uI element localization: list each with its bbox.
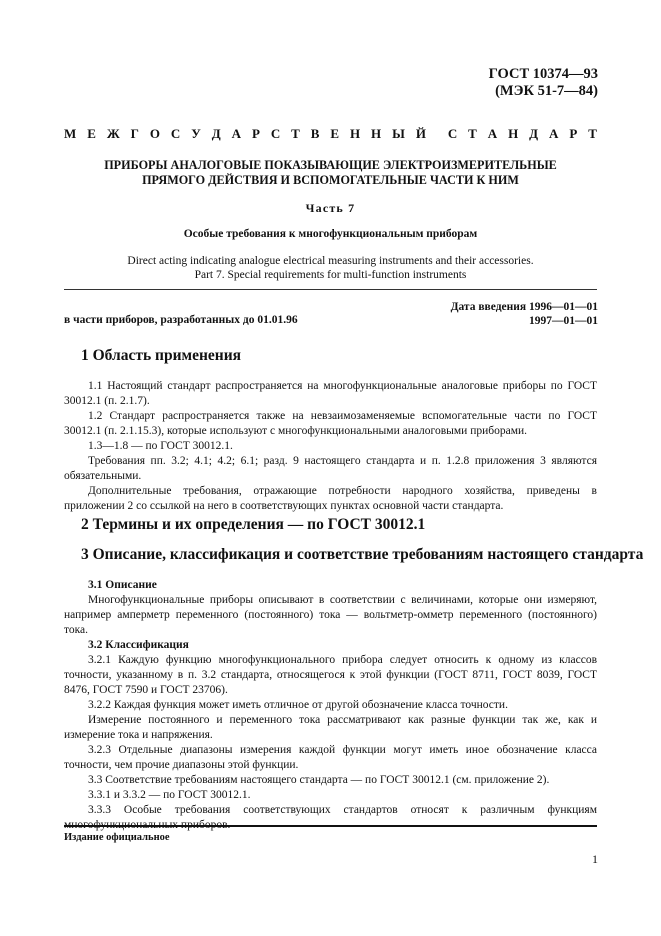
effective-date-second: 1997—01—01 [529, 315, 598, 327]
paragraph: 3.3 Соответствие требованиям настоящего стандарта — по ГОСТ 30012.1 (см. приложение 2). [88, 774, 550, 786]
paragraph: 3.2.3 Отдельные диапазоны измерения каждой функции могут иметь иное обозначение класса точности, чем прочие диапазоны этой функции. [64, 744, 597, 771]
english-title [64, 254, 597, 282]
paragraph: Требования пп. 3.2; 4.1; 4.2; 6.1; разд. 9 настоящего стандарта и п. 1.2.8 приложения 3 являются обязательными. [64, 455, 597, 482]
paragraph: 1.2 Стандарт распространяется также на невзаимозаменяемые вспомогательные части по ГОСТ 30012.1 (п. 2.1.15.3), которые используют с многофункциональными аналоговыми приборами. [64, 410, 597, 437]
section-1-heading: 1 Область применения [81, 347, 242, 364]
banner-letter: Г [130, 126, 139, 141]
page-number: 1 [592, 852, 598, 866]
part-subtitle: Особые требования к многофункциональным приборам [183, 228, 478, 240]
section-3-heading: 3 Описание, классификация и соответствие требованиям настоящего стандарта [81, 546, 644, 563]
banner-letter: А [231, 126, 241, 141]
banner-letter: М [64, 126, 77, 141]
subsection-heading: 3.2 Классификация [88, 639, 189, 651]
banner-letter: У [191, 126, 201, 141]
divider-top [64, 289, 597, 290]
effective-date-label: Дата введения 1996—01—01 [450, 301, 598, 313]
banner-letter: Ж [106, 126, 120, 141]
english-title-line-2: Part 7. Special requirements for multi-function instruments [194, 269, 467, 281]
paragraph: 1.3—1.8 — по ГОСТ 30012.1. [88, 440, 233, 452]
section-3-body [64, 578, 597, 833]
section-2-heading: 2 Термины и их определения — по ГОСТ 30012.1 [81, 516, 426, 533]
banner-letter: А [549, 126, 559, 141]
banner-letter: С [447, 126, 458, 141]
banner-letter: Д [211, 126, 221, 141]
banner-letter: Н [371, 126, 382, 141]
banner-letter: Й [415, 126, 426, 141]
title-line-1: ПРИБОРЫ АНАЛОГОВЫЕ ПОКАЗЫВАЮЩИЕ ЭЛЕКТРОИЗМЕРИТЕЛЬНЫЕ [104, 158, 557, 172]
part-note: в части приборов, разработанных до 01.01.96 [64, 314, 298, 326]
paragraph: 3.2.1 Каждую функцию многофункционального прибора следует относить к одному из классов точности, указанному в п. 3.2 стандарта, относящегося к этой функции (ГОСТ 8711, ГОСТ 8039, ГОСТ 8476, ГОСТ 7590 и ГОСТ 23706). [64, 654, 597, 696]
banner-letter: Е [87, 126, 96, 141]
paragraph: 3.3.3 Особые требования соответствующих стандартов относят к различным функциям многофункциональных приборов. [64, 804, 597, 831]
divider-bottom [64, 825, 597, 827]
title-line-2: ПРЯМОГО ДЕЙСТВИЯ И ВСПОМОГАТЕЛЬНЫЕ ЧАСТИ К НИМ [142, 173, 519, 187]
gost-designation [489, 66, 598, 100]
paragraph: 1.1 Настоящий стандарт распространяется на многофункциональные аналоговые приборы по ГОСТ 30012.1 (п. 2.1.7). [64, 380, 597, 407]
paragraph: Измерение постоянного и переменного тока рассматривают как разные функции так же, как и измерение тока и напряжения. [64, 714, 597, 741]
banner-letter: Т [468, 126, 477, 141]
banner-letter: В [310, 126, 320, 141]
banner-letter: А [487, 126, 498, 141]
gost-number: ГОСТ 10374—93 [488, 66, 598, 82]
banner-letter: С [170, 126, 181, 141]
part-label: Часть 7 [305, 201, 356, 215]
banner-letter: Т [291, 126, 300, 141]
banner-letter: Р [569, 126, 578, 141]
banner-letter: Е [330, 126, 340, 141]
subsection-heading: 3.1 Описание [88, 579, 157, 591]
interstate-standard-banner [64, 126, 597, 142]
document-title [64, 158, 597, 188]
banner-letter: Р [251, 126, 260, 141]
banner-letter: С [270, 126, 281, 141]
paragraph: Дополнительные требования, отражающие потребности народного хозяйства, приведены в приложении 2 со ссылкой на него в соответствующих пунктах основной части стандарта. [64, 485, 597, 512]
banner-letter: Н [508, 126, 519, 141]
banner-letter: О [149, 126, 160, 141]
banner-letter: Ы [392, 126, 405, 141]
banner-letter: Д [529, 126, 539, 141]
english-title-line-1: Direct acting indicating analogue electrical measuring instruments and their accessories. [127, 255, 534, 267]
effective-date [451, 300, 598, 328]
banner-letter: Н [349, 126, 361, 141]
official-edition-label: Издание официальное [64, 832, 170, 843]
banner-letter: Т [588, 126, 597, 141]
section-1-body [64, 379, 597, 514]
paragraph: 3.3.1 и 3.3.2 — по ГОСТ 30012.1. [88, 789, 251, 801]
paragraph: 3.2.2 Каждая функция может иметь отличное от другой обозначение класса точности. [88, 699, 508, 711]
iec-number: (МЭК 51-7—84) [495, 83, 598, 99]
paragraph: Многофункциональные приборы описывают в соответствии с величинами, которые они измеряют, например амперметр переменного (постоянного) тока — вольтметр-омметр переменного (постоянного) тока. [64, 594, 597, 636]
